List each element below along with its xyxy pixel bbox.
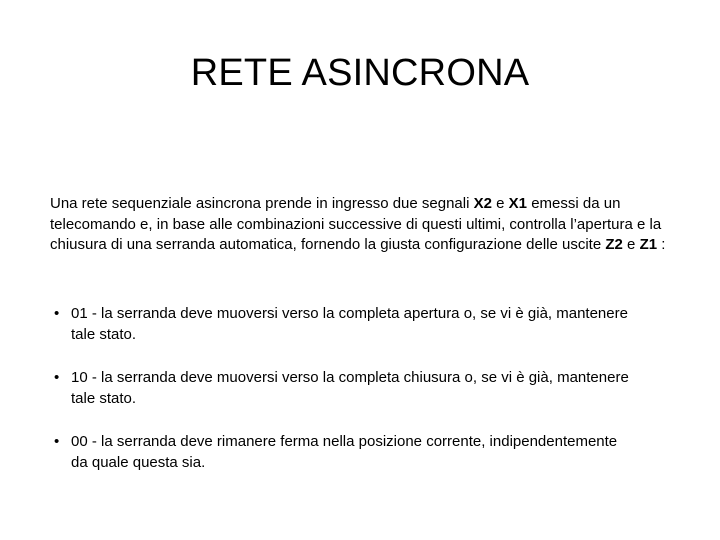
bullet-item-01 xyxy=(50,304,631,345)
bullet-item-00 xyxy=(50,432,631,473)
bullet-text: 01 - la serranda deve muoversi verso la completa apertura o, se vi è già, mantenere tale stato. xyxy=(71,305,628,343)
slide-title: RETE ASINCRONA xyxy=(190,52,530,94)
intro-conjunction-2: e xyxy=(622,236,640,253)
intro-conjunction-1: e xyxy=(491,195,509,212)
intro-text-3: : xyxy=(657,236,666,253)
signal-x2: X2 xyxy=(473,195,492,212)
bullet-text: 10 - la serranda deve muoversi verso la completa chiusura o, se vi è già, mantenere tale stato. xyxy=(71,369,629,407)
signal-x1: X1 xyxy=(508,195,528,212)
output-z2: Z2 xyxy=(605,236,623,253)
bullet-dot: • xyxy=(54,305,60,322)
intro-paragraph xyxy=(50,194,690,256)
slide-body xyxy=(50,194,690,471)
intro-text-2: emessi da un telecomando e, in base alle combinazioni successive di questi ultimi, controlla l’apertura e la chiusura di una serranda automatica, fornendo la giusta configurazione delle uscite xyxy=(50,195,662,253)
bullet-dot: • xyxy=(54,433,60,450)
intro-text-1: Una rete sequenziale asincrona prende in ingresso due segnali xyxy=(50,195,474,212)
bullet-item-10 xyxy=(50,368,631,409)
output-z1: Z1 xyxy=(639,236,658,253)
bullet-list xyxy=(50,304,690,496)
bullet-dot: • xyxy=(54,369,60,386)
bullet-text: 00 - la serranda deve rimanere ferma nella posizione corrente, indipendentemente da quale questa sia. xyxy=(71,433,618,471)
